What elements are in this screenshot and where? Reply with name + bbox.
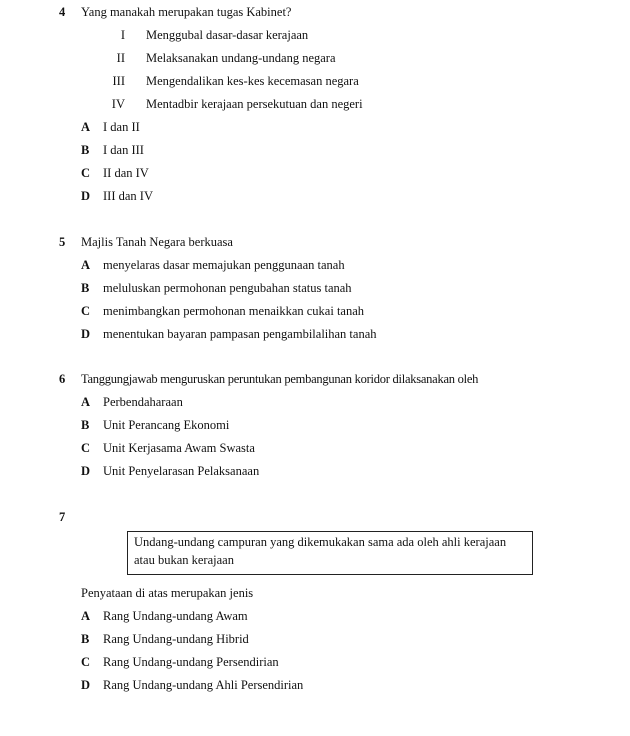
- option-text: Unit Kerjasama Awam Swasta: [103, 441, 255, 455]
- option-letter: A: [81, 609, 91, 623]
- option-letter: C: [81, 655, 91, 669]
- option-letter: C: [81, 304, 91, 318]
- statement-numeral: I: [120, 28, 125, 42]
- option-text: I dan II: [103, 120, 140, 134]
- option-text: Unit Penyelarasan Pelaksanaan: [103, 464, 260, 478]
- option-text: I dan III: [103, 143, 144, 157]
- option-letter: C: [81, 441, 91, 455]
- option-text: Rang Undang-undang Ahli Persendirian: [103, 678, 304, 692]
- option-letter: D: [81, 678, 91, 692]
- option-text: III dan IV: [103, 189, 153, 203]
- statement-numeral: IV: [111, 97, 125, 111]
- option-text: Rang Undang-undang Persendirian: [103, 655, 279, 669]
- option-text: II dan IV: [103, 166, 149, 180]
- option-text: menentukan bayaran pampasan pengambilalihan tanah: [103, 327, 377, 341]
- question-number: 4: [59, 5, 66, 19]
- question-number: 7: [59, 510, 66, 524]
- statement-box: [127, 531, 533, 575]
- statement-box-text: Undang-undang campuran yang dikemukakan sama ada oleh ahli kerajaan atau bukan kerajaan: [134, 535, 507, 567]
- option-text: menimbangkan permohonan menaikkan cukai tanah: [103, 304, 365, 318]
- statement-text: Menggubal dasar-dasar kerajaan: [146, 28, 309, 42]
- option-letter: D: [81, 189, 91, 203]
- option-text: Perbendaharaan: [103, 395, 183, 409]
- option-text: meluluskan permohonan pengubahan status tanah: [103, 281, 352, 295]
- statement-numeral: II: [116, 51, 125, 65]
- option-text: Rang Undang-undang Hibrid: [103, 632, 249, 646]
- statement-text: Mengendalikan kes-kes kecemasan negara: [146, 74, 359, 88]
- option-letter: B: [81, 418, 90, 432]
- option-letter: C: [81, 166, 91, 180]
- option-text: Rang Undang-undang Awam: [103, 609, 248, 623]
- question-number: 6: [59, 372, 66, 386]
- option-letter: D: [81, 464, 91, 478]
- option-text: Unit Perancang Ekonomi: [103, 418, 230, 432]
- option-letter: B: [81, 632, 90, 646]
- statement-text: Melaksanakan undang-undang negara: [146, 51, 336, 65]
- question-stem: Yang manakah merupakan tugas Kabinet?: [81, 5, 292, 19]
- option-text: menyelaras dasar memajukan penggunaan tanah: [103, 258, 345, 272]
- option-letter: A: [81, 120, 91, 134]
- statement-text: Mentadbir kerajaan persekutuan dan negeri: [146, 97, 363, 111]
- question-stem: Majlis Tanah Negara berkuasa: [81, 235, 233, 249]
- option-letter: B: [81, 281, 90, 295]
- statement-numeral: III: [112, 74, 125, 88]
- question-stem: Tanggungjawab menguruskan peruntukan pembangunan koridor dilaksanakan oleh: [81, 372, 479, 386]
- option-letter: B: [81, 143, 90, 157]
- question-stem: Penyataan di atas merupakan jenis: [81, 586, 254, 600]
- option-letter: A: [81, 258, 91, 272]
- question-number: 5: [59, 235, 66, 249]
- option-letter: A: [81, 395, 91, 409]
- option-letter: D: [81, 327, 91, 341]
